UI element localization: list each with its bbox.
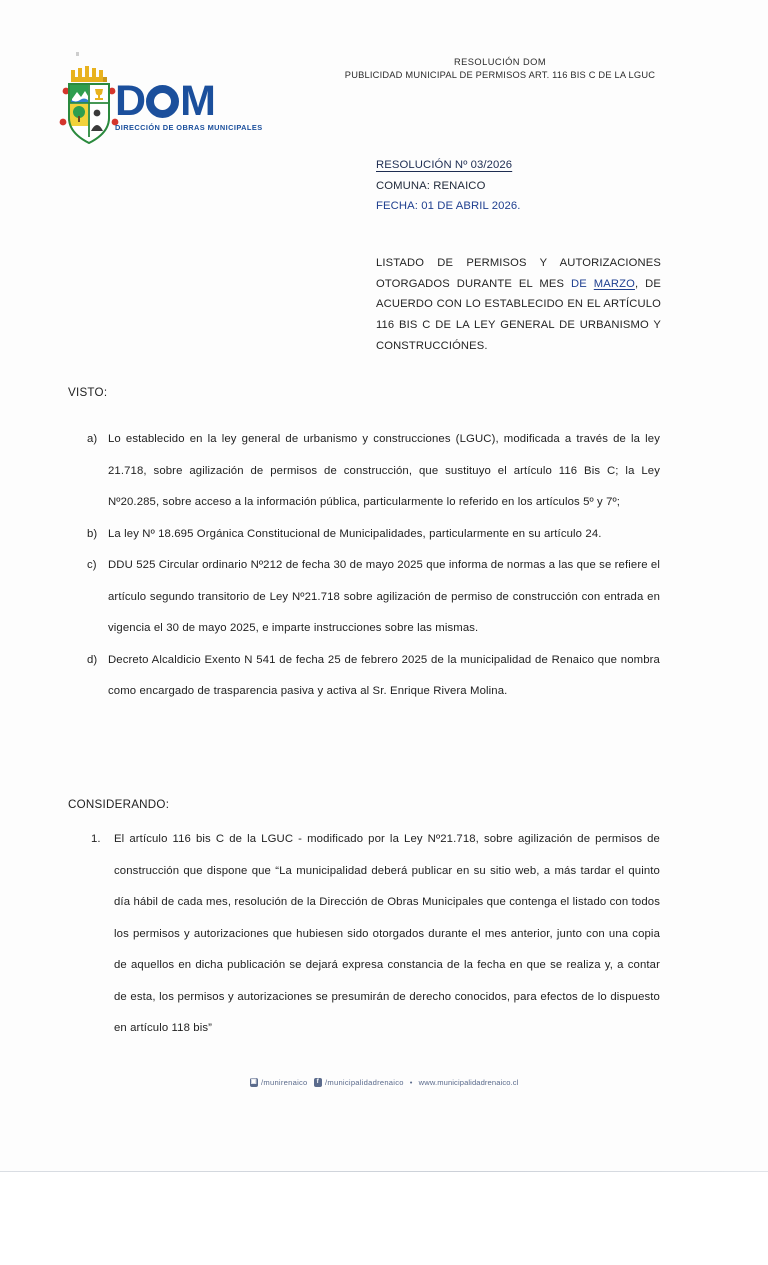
dom-letter-d: D bbox=[115, 77, 146, 125]
document-header bbox=[0, 0, 768, 150]
list-item-text: El artículo 116 bis C de la LGUC - modificado por la Ley Nº21.718, sobre agilización de permisos de construcción que dispone que “La municipalidad deberá publicar en su sitio web, a más tardar el quinto día hábil de cada mes, resolución de la Dirección de Obras Municipales que contenga el listado con todos los permisos y autorizaciones que hubiesen sido otorgados durante el mes anterior, junto con una copia de aquellos en dicha publicación se dejará expresa constancia de la fecha en que se realiza y, a contar de esta, los permisos y autorizaciones se presumirán de derecho conocidos, para efectos de lo dispuesto en artículo 118 bis” bbox=[114, 833, 660, 1034]
facebook-icon: f bbox=[314, 1078, 323, 1087]
comuna-value: COMUNA: RENAICO bbox=[376, 179, 486, 192]
list-item-marker: a) bbox=[87, 433, 98, 445]
facebook-handle: /municipalidadrenaico bbox=[325, 1077, 404, 1087]
list-item-text: Lo establecido en la ley general de urbanismo y construcciones (LGUC), modificada a través de la ley 21.718, sobre agilización de permisos de construcción, que sustituyo el artículo 116 Bis C; la Ley Nº20.285, sobre acceso a la información pública, particularmente lo referido en los artículos 5º y 7º; bbox=[108, 433, 660, 508]
intro-paragraph bbox=[376, 253, 661, 356]
intro-month-name: MARZO bbox=[593, 277, 635, 290]
dom-wordmark bbox=[115, 77, 263, 132]
header-line-2: PUBLICIDAD MUNICIPAL DE PERMISOS ART. 116 BIS C DE LA LGUC bbox=[344, 70, 656, 81]
intro-part-2: , DE ACUERDO CON LO ESTABLECIDO EN EL ARTÍCULO 116 BIS C DE LA LEY GENERAL DE URBANISMO Y CONSTRUCCIÓNES. bbox=[376, 277, 661, 352]
considerando-heading: CONSIDERANDO: bbox=[68, 798, 170, 811]
dom-letter-m: M bbox=[180, 77, 215, 125]
comuna-row bbox=[376, 176, 662, 197]
intro-month-prefix: DE bbox=[571, 277, 594, 290]
resolution-number-row bbox=[376, 155, 662, 176]
instagram-handle: /munirenaico bbox=[261, 1077, 308, 1087]
renaico-coat-of-arms-icon bbox=[55, 64, 123, 144]
instagram-icon: ▣ bbox=[250, 1078, 257, 1085]
dom-logo bbox=[55, 64, 263, 146]
list-item-marker: b) bbox=[87, 527, 98, 540]
list-item bbox=[68, 824, 660, 1045]
header-line-1: RESOLUCIÓN DOM bbox=[453, 57, 547, 67]
dom-subtitle: DIRECCIÓN DE OBRAS MUNICIPALES bbox=[115, 123, 263, 132]
fecha-row bbox=[376, 196, 662, 217]
page-outside-area bbox=[0, 1172, 768, 1265]
dom-letters bbox=[115, 77, 261, 125]
list-item bbox=[68, 550, 660, 645]
footer-separator: • bbox=[409, 1077, 413, 1087]
document-footer bbox=[0, 1070, 768, 1088]
list-item-marker: c) bbox=[87, 559, 97, 571]
visto-heading: VISTO: bbox=[68, 386, 108, 399]
list-item-text: La ley Nº 18.695 Orgánica Constitucional de Municipalidades, particularmente en su artículo 24. bbox=[108, 527, 602, 540]
intro-part-1: LISTADO DE PERMISOS Y AUTORIZACIONES OTORGADOS DURANTE EL MES bbox=[376, 257, 661, 290]
list-item-text: Decreto Alcaldicio Exento N 541 de fecha 25 de febrero 2025 de la municipalidad de Renaico que nombra como encargado de trasparencia pasiva y activa al Sr. Enrique Rivera Molina. bbox=[108, 653, 660, 697]
list-item bbox=[68, 519, 660, 551]
list-item-text: DDU 525 Circular ordinario Nº212 de fecha 30 de mayo 2025 que informa de normas a las que se refiere el artículo segundo transitorio de Ley Nº21.718 sobre agilización de permiso de construcción con entrada en vigencia el 30 de mayo 2025, e imparte instrucciones sobre las mismas. bbox=[108, 559, 660, 634]
visto-list bbox=[68, 424, 660, 708]
list-item-marker: d) bbox=[87, 653, 98, 666]
instagram-link[interactable] bbox=[250, 1078, 308, 1087]
list-item-marker: 1. bbox=[91, 833, 101, 845]
resolution-meta-block bbox=[376, 155, 662, 217]
list-item bbox=[68, 645, 660, 708]
dom-letter-o-ring bbox=[146, 85, 179, 118]
fecha-value: FECHA: 01 DE ABRIL 2026. bbox=[376, 200, 521, 212]
list-item bbox=[68, 424, 660, 519]
footer-links bbox=[250, 1078, 519, 1087]
header-title-block bbox=[300, 56, 700, 83]
website-link[interactable]: www.municipalidadrenaico.cl bbox=[418, 1077, 519, 1087]
facebook-link[interactable] bbox=[314, 1078, 404, 1087]
resolution-number: RESOLUCIÓN Nº 03/2026 bbox=[376, 159, 513, 171]
considerando-list bbox=[68, 824, 660, 1045]
